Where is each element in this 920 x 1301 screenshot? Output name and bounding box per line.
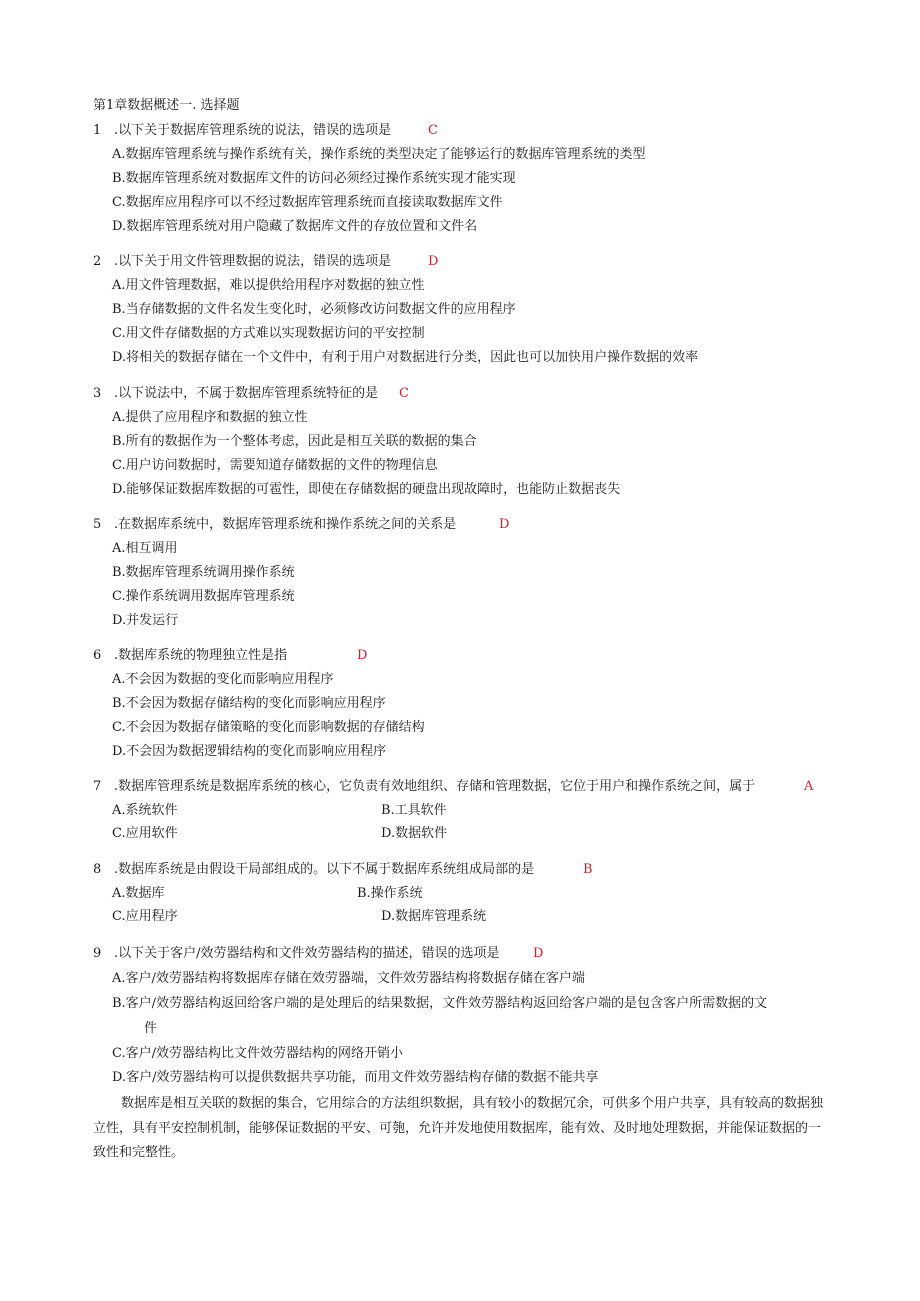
option-d: D.数据库管理系统 [381,909,487,924]
question-stem: .以下关于用文件管理数据的说法，错误的选项是 [114,254,392,269]
option-b: B.所有的数据作为一个整体考虑，因此是相互关联的数据的集合 [112,434,477,449]
question-number: 2 [93,254,102,269]
question-number: 9 [93,946,102,961]
option-b: B.数据库管理系统调用操作系统 [112,565,295,580]
question-number: 5 [93,517,102,532]
option-d: D.能够保证数据库数据的可雹性，即使在存储数据的硬盘出现故障时，也能防止数据丧失 [112,482,621,497]
answer-letter: A [804,779,814,794]
question-number: 1 [93,123,102,138]
option-b: B.不会因为数据存储结构的变化而影响应用程序 [112,696,386,711]
option-d: D.不会因为数据逻辑结构的变化而影响应用程序 [112,744,387,759]
option-b: B.客户/效劳器结构返回给客户端的是处理后的结果数据，文件效劳器结构返回给客户端的是包含客户所需数据的文 [112,996,768,1011]
question-number: 6 [93,648,102,663]
option-b: B.工具软件 [381,803,447,818]
option-a: A.数据库 [112,886,165,901]
option-c: C.操作系统调用数据库管理系统 [112,589,295,604]
option-a: A.数据库管理系统与操作系统有关，操作系统的类型决定了能够运行的数据库管理系统的类型 [112,147,646,162]
answer-letter: C [428,123,438,138]
option-b: B.操作系统 [357,886,423,901]
option-b-continued: 件 [144,1021,158,1036]
option-d: D.将相关的数据存储在一个文件中，有利于用户对数据进行分类，因此也可以加快用户操作数据的效率 [112,350,699,365]
option-c: C.数据库应用程序可以不经过数据库管理系统而直接读取数据库文件 [112,195,503,210]
answer-letter: C [399,386,409,401]
option-c: C.应用程序 [112,909,178,924]
option-c: C.不会因为数据存储策略的变化而影响数据的存储结构 [112,720,425,735]
option-a: A.用文件管理数据，难以提供给用程序对数据的独立性 [112,278,425,293]
option-d: D.客户/效劳器结构可以提供数据共享功能，而用文件效劳器结构存储的数据不能共享 [112,1070,599,1085]
option-a: A.相互调用 [112,541,178,556]
option-a: A.不会因为数据的变化而影响应用程序 [112,672,334,687]
option-c: C.应用软件 [112,826,178,841]
question-stem: .数据库管理系统是数据库系统的核心，它负责有效地组织、存储和管理数据，它位于用户和操作系统之间，属于 [114,779,756,794]
question-stem: .以下关于客户/效劳器结构和文件效劳器结构的描述，错误的选项是 [114,946,500,961]
option-d: D.并发运行 [112,613,179,628]
option-d: D.数据库管理系统对用户隐藏了数据库文件的存放位置和文件名 [112,219,478,234]
option-c: C.用户访问数据时，需要知道存储数据的文件的物理信息 [112,458,438,473]
option-b: B.数据库管理系统对数据库文件的访问必须经过操作系统实现才能实现 [112,171,516,186]
answer-letter: D [533,946,544,961]
answer-letter: B [583,862,593,877]
question-number: 8 [93,862,102,877]
option-d: D.数据软件 [381,826,448,841]
question-number: 7 [93,779,102,794]
question-stem: .数据库系统是由假设干局部组成的。以下不属于数据库系统组成局部的是 [114,862,535,877]
question-stem: .数据库系统的物理独立性是指 [114,648,288,663]
answer-letter: D [499,517,510,532]
option-a: A.系统软件 [112,803,178,818]
option-b: B.当存储数据的文件名发生变化时，必须修改访问数据文件的应用程序 [112,302,516,317]
answer-letter: D [428,254,439,269]
question-stem: .以下关于数据库管理系统的说法，错误的选项是 [114,123,392,138]
question-stem: .在数据库系统中，数据库管理系统和操作系统之间的关系是 [114,517,457,532]
answer-letter: D [357,648,368,663]
option-c: C.客户/效劳器结构比文件效劳器结构的网络开销小 [112,1046,403,1061]
question-stem: .以下说法中，不属于数据库管理系统特征的是 [114,386,379,401]
chapter-heading: 第1章数据概述一. 选择题 [93,98,240,113]
option-a: A.客户/效劳器结构将数据库存储在效劳器端，文件效劳器结构将数据存储在客户端 [112,971,585,986]
summary-paragraph: 数据库是相互关联的数据的集合，它用综合的方法组织数据，具有较小的数据冗余，可供多个用户共享，具有较高的数据独立性，具有平安控制机制，能够保证数据的平安、可匏，允许并发地使用数据库，能有效、及时地处理数据，并能保证数据的一致性和完整性。 [93,1096,824,1160]
option-a: A.提供了应用程序和数据的独立性 [112,410,308,425]
option-c: C.用文件存储数据的方式难以实现数据访问的平安控制 [112,326,425,341]
question-number: 3 [93,386,102,401]
